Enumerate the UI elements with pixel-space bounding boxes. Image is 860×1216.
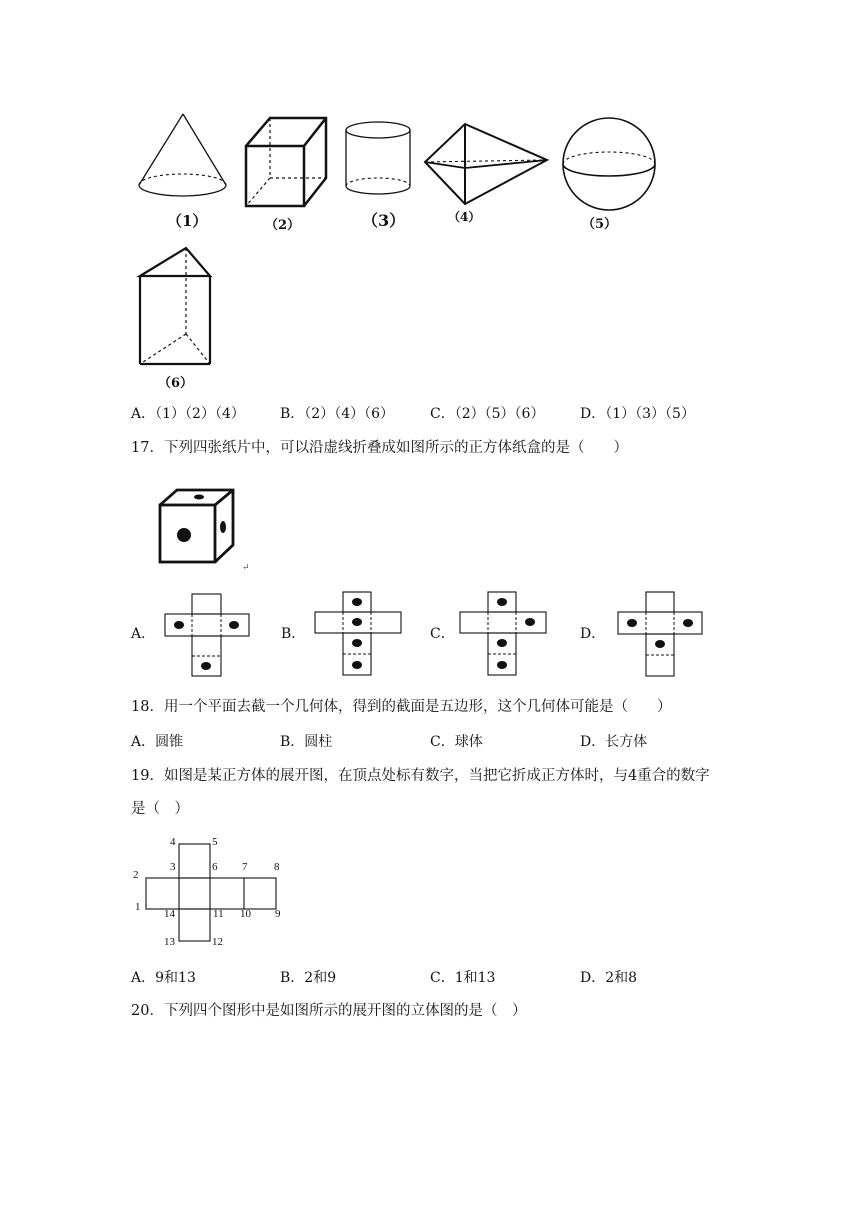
figure-label-4: （4） — [448, 210, 481, 224]
vertex-number: 3 — [170, 861, 176, 873]
option-letter: A． — [131, 406, 156, 422]
q17-net-d[interactable] — [616, 590, 708, 680]
option-text: 2和9 — [304, 970, 337, 986]
option-text: 1和13 — [454, 970, 496, 986]
option-letter: C． — [430, 734, 455, 750]
option-letter: B． — [280, 406, 305, 422]
option-text: 2和8 — [605, 970, 638, 986]
vertex-number: 5 — [212, 836, 218, 848]
vertex-number: 8 — [274, 861, 280, 873]
option-text: （1）（2）（4） — [155, 406, 245, 422]
vertex-number: 1 — [135, 901, 141, 913]
option-letter: B． — [280, 970, 305, 986]
vertex-number: 4 — [170, 836, 176, 848]
option-text: 圆柱 — [304, 734, 333, 750]
option-letter: C． — [430, 406, 455, 422]
figure-label-6: （6） — [158, 376, 194, 391]
q19-stem-line2: 是（ ） — [131, 801, 189, 817]
return-mark: ↵ — [242, 563, 250, 573]
cone-figure — [136, 112, 236, 207]
q18-option-a[interactable] — [131, 733, 183, 751]
q16-option-b[interactable] — [280, 405, 394, 423]
q19-stem-line1: 19．如图是某正方体的展开图，在顶点处标有数字，当把它折成正方体时，与4重合的数字 — [131, 768, 710, 784]
q18-stem: 18．用一个平面去截一个几何体，得到的截面是五边形，这个几何体可能是（ ） — [131, 699, 672, 715]
q19-option-c[interactable] — [430, 969, 495, 987]
q18-option-b[interactable] — [280, 733, 332, 751]
cube-figure — [244, 116, 330, 211]
q18-option-d[interactable] — [580, 733, 647, 751]
q17-stem: 17．下列四张纸片中，可以沿虚线折叠成如图所示的正方体纸盒的是（ ） — [131, 440, 628, 456]
q17-option-a-letter[interactable]: A． — [131, 626, 156, 642]
q16-option-d[interactable] — [580, 405, 695, 423]
option-text: 圆锥 — [155, 734, 184, 750]
option-text: 球体 — [454, 734, 483, 750]
q17-option-b-letter[interactable]: B． — [281, 626, 306, 642]
vertex-number: 12 — [212, 936, 223, 948]
q20-stem: 20．下列四个图形中是如图所示的展开图的立体图的是（ ） — [131, 1003, 527, 1019]
figure-label-5: （5） — [582, 217, 618, 232]
vertex-number: 9 — [275, 908, 281, 920]
vertex-number: 6 — [212, 861, 218, 873]
q17-net-a[interactable] — [163, 592, 253, 682]
q17-option-d-letter[interactable]: D． — [580, 626, 606, 642]
numbered-cube-net — [133, 838, 288, 953]
triangular-prism-figure — [136, 246, 216, 371]
sphere-figure — [560, 118, 660, 212]
q16-option-c[interactable] — [430, 405, 544, 423]
option-letter: A． — [131, 970, 156, 986]
vertex-number: 7 — [242, 861, 248, 873]
option-text: 9和13 — [155, 970, 196, 986]
vertex-number: 13 — [164, 936, 175, 948]
q17-net-c[interactable] — [458, 590, 550, 680]
option-letter: C． — [430, 970, 455, 986]
cylinder-figure — [343, 120, 415, 200]
option-letter: D． — [580, 734, 606, 750]
figure-label-2: （2） — [265, 218, 301, 233]
q18-option-c[interactable] — [430, 733, 483, 751]
bipyramid-figure — [422, 122, 552, 208]
q17-net-b[interactable] — [313, 590, 405, 680]
figure-label-1: （1） — [167, 212, 208, 230]
vertex-number: 14 — [164, 908, 175, 920]
option-text: （2）（5）（6） — [454, 406, 545, 422]
q17-option-c-letter[interactable]: C． — [430, 626, 455, 642]
option-letter: D． — [580, 406, 606, 422]
option-text: （2）（4）（6） — [304, 406, 395, 422]
option-text: 长方体 — [605, 734, 648, 750]
option-letter: B． — [280, 734, 305, 750]
option-letter: A． — [131, 734, 156, 750]
option-text: （1）（3）（5） — [605, 406, 695, 422]
vertex-number: 2 — [133, 869, 139, 881]
vertex-number: 11 — [213, 908, 224, 920]
option-letter: D． — [580, 970, 606, 986]
figure-label-3: （3） — [362, 211, 406, 230]
q19-option-a[interactable] — [131, 969, 196, 987]
vertex-number: 10 — [240, 908, 251, 920]
q16-option-a[interactable] — [131, 405, 245, 423]
q19-option-d[interactable] — [580, 969, 637, 987]
q19-option-b[interactable] — [280, 969, 336, 987]
